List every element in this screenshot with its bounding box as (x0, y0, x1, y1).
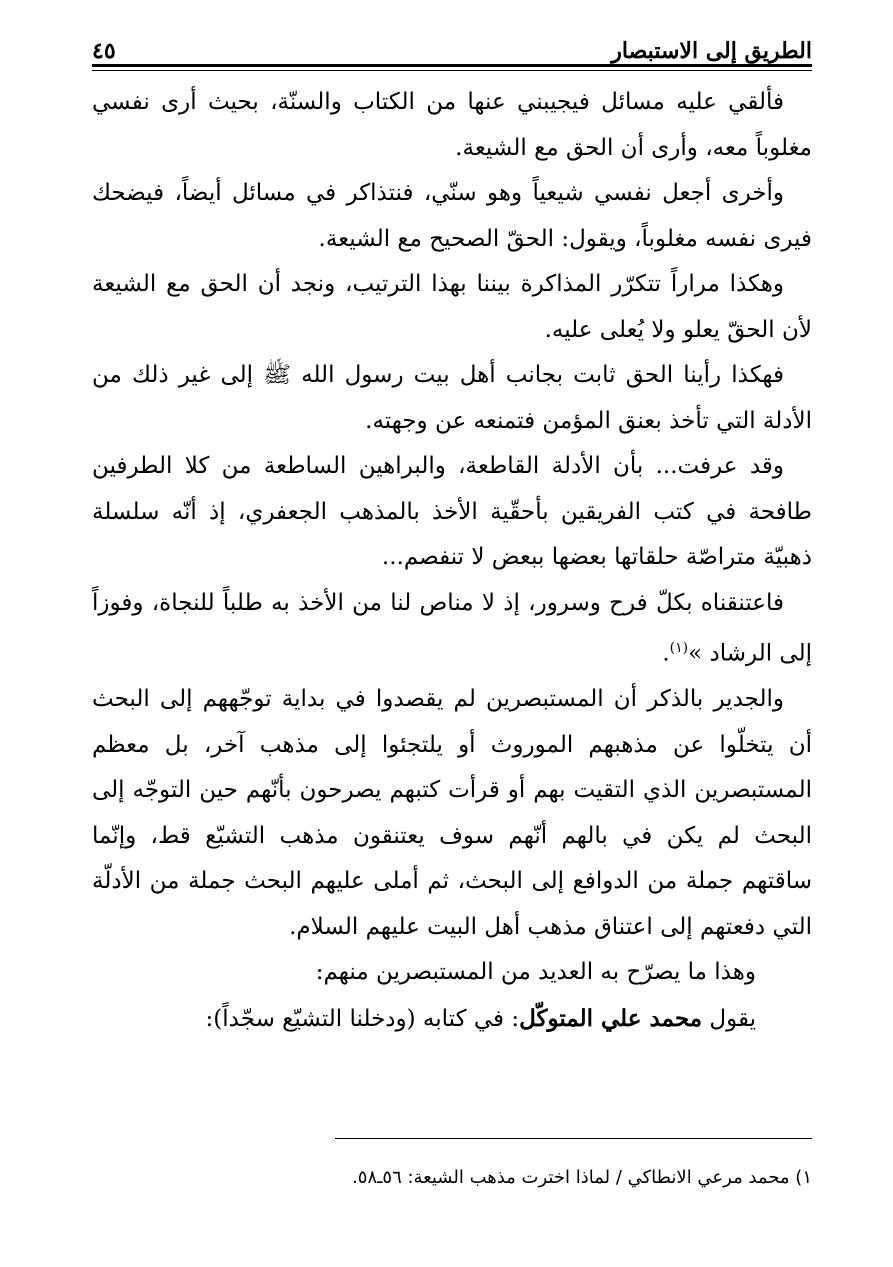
footnote-rule (335, 1138, 812, 1139)
paragraph-1: فألقي عليه مسائل فيجيبني عنها من الكتاب والسنّة، بحيث أرى نفسي مغلوباً معه، وأرى أن الحق مع الشيعة. (92, 89, 812, 161)
paragraph-5: وقد عرفت... بأن الأدلة القاطعة، والبراهين الساطعة من كلا الطرفين طافحة في كتب الفريقين بأحقّية الأخذ بالمذهب الجعفري، إذ أنّه سلسلة ذهبيّة متراصّة حلقاتها بعضها ببعض لا تنفصم... (92, 453, 812, 570)
paragraph-9-prefix: يقول (702, 1005, 756, 1032)
paragraph-7: والجدير بالذكر أن المستبصرين لم يقصدوا في بداية توجّههم إلى البحث أن يتخلّوا عن مذهبهم الموروث أو يلتجئوا إلى مذهب آخر، بل معظم المستبصرين الذي التقيت بهم أو قرأت كتبهم يصرحون بأنّهم حين التوجّه إلى البحث لم يكن في بالهم أنّهم سوف يعتنقون مذهب التشيّع قط، وإنّما ساقتهم جملة من الدوافع إلى البحث، ثم أملى عليهم البحث جملة من الأدلّة التي دفعتهم إلى اعتناق مذهب أهل البيت عليهم السلام. (92, 686, 812, 940)
running-title: الطريق إلى الاستبصار (611, 38, 812, 64)
page-header (92, 28, 812, 64)
paragraph-3: وهكذا مراراً تتكرّر المذاكرة بيننا بهذا الترتيب، ونجد أن الحق مع الشيعة لأن الحقّ يعلو ولا يُعلى عليه. (92, 271, 812, 343)
author-name: محمد علي المتوكّل (519, 1004, 703, 1032)
paragraph-2: وأخرى أجعل نفسي شيعياً وهو سنّي، فنتذاكر في مسائل أيضاً، فيضحك فيرى نفسه مغلوباً، ويقول: الحقّ الصحيح مع الشيعة. (92, 180, 812, 252)
footnote: ١) محمد مرعي الانطاكي / لماذا اخترت مذهب الشيعة: ٥٦ـ٥٨. (352, 1167, 812, 1188)
header-rule-thin (92, 70, 812, 71)
header-rule-thick (92, 64, 812, 67)
paragraph-8: وهذا ما يصرّح به العديد من المستبصرين منهم: (315, 959, 756, 986)
footnote-reference: (١) (669, 640, 689, 656)
body-text (92, 80, 812, 1042)
paragraph-4: فهكذا رأينا الحق ثابت بجانب أهل بيت رسول الله ﷺ إلى غير ذلك من الأدلة التي تأخذ بعنق المؤمن فتمنعه عن وجهته. (92, 362, 812, 434)
paragraph-6: فاعتنقناه بكلّ فرح وسرور، إذ لا مناص لنا من الأخذ به طلباً للنجاة، وفوزاً إلى الرشاد »$^{(١)}$. (92, 589, 812, 667)
paragraph-6-text: فاعتنقناه بكلّ فرح وسرور، إذ لا مناص لنا من الأخذ به طلباً للنجاة، وفوزاً إلى الرشاد » (92, 589, 812, 667)
paragraph-9-suffix: : في كتابه (ودخلنا التشيّع سجّداً): (205, 1005, 520, 1032)
paragraph-9 (92, 996, 812, 1043)
page-number: ٤٥ (92, 38, 116, 64)
